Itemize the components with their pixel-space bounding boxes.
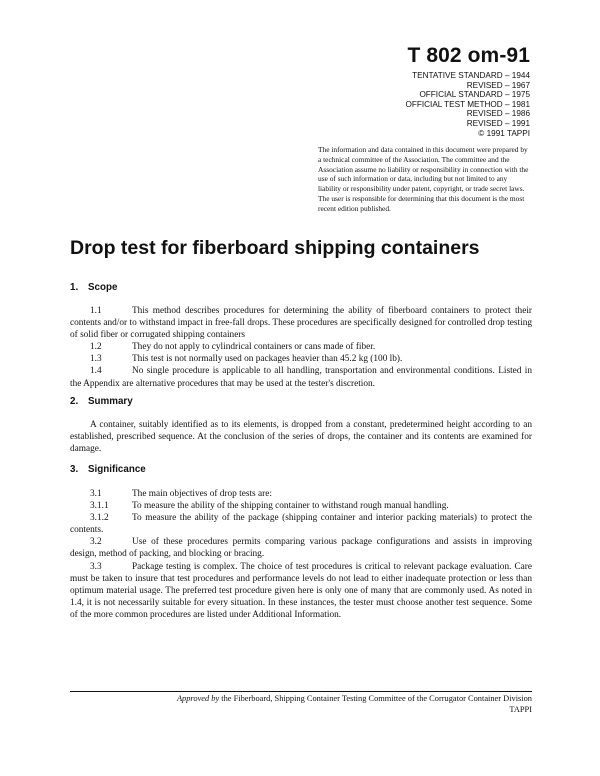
paragraph-number: 3.3 — [90, 561, 102, 572]
paragraph-number: 1.2 — [90, 342, 102, 353]
paragraph-3-1 — [70, 488, 532, 500]
footer — [177, 694, 532, 715]
paragraph-3-3 — [70, 561, 532, 621]
approved-by-label: Approved by — [176, 694, 220, 703]
paragraph-text: The main objectives of drop tests are: — [132, 489, 272, 499]
scope-body — [70, 305, 532, 390]
paragraph-number: 3.1.1 — [90, 501, 109, 512]
paragraph-3-2 — [70, 536, 532, 560]
paragraph-text: Package testing is complex. The choice of test procedures is critical to relevant package evaluation. Care must be taken to insure that test procedures and performance levels do not lead to either inadequate protection or less than optimum material usage. The preferred test procedure given here is only one of many that are commonly used. As noted in 1.4, it is not necessarily suitable for every situation. In these instances, the tester must choose another test sequence. Some of the more common procedures are listed under Additional Information. — [70, 561, 532, 620]
section-title: Significance — [88, 464, 146, 475]
paragraph-text: To measure the ability of the package (shipping container and interior packing materials) to protect the contents. — [70, 513, 532, 536]
copyright-line: © 1991 TAPPI — [478, 128, 530, 138]
paragraph-text: This test is not normally used on packages heavier than 45.2 kg (100 lb). — [132, 354, 403, 365]
paragraph-text: They do not apply to cylindrical containers or cans made of fiber. — [132, 342, 376, 353]
section-title: Summary — [88, 396, 133, 407]
paragraph-text: To measure the ability of the shipping container to withstand rough manual handling. — [132, 501, 449, 512]
paragraph-number: 1.1 — [90, 306, 102, 316]
summary-paragraph — [70, 419, 532, 455]
paragraph-number: 3.1 — [90, 489, 102, 499]
history-line: TENTATIVE STANDARD – 1944 — [412, 71, 530, 80]
section-heading-summary — [70, 396, 133, 408]
paragraph-1-4 — [70, 365, 532, 389]
footer-org: TAPPI — [509, 704, 532, 714]
history-line: REVISED – 1967 — [466, 80, 530, 90]
history-line: REVISED – 1991 — [466, 118, 530, 128]
section-heading-scope — [70, 282, 117, 294]
paragraph-text: This method describes procedures for determining the ability of fiberboard containers to protect their contents and/or to withstand impact in free-fall drops. These procedures are specifically designed for controlled drop testing of solid fiber or corrugated shipping containers — [70, 306, 532, 341]
history-line: REVISED – 1986 — [466, 109, 530, 119]
paragraph-number: 1.3 — [90, 354, 102, 365]
paragraph-number: 3.1.2 — [90, 513, 109, 524]
section-title: Scope — [88, 282, 118, 293]
section-number: 3. — [70, 464, 79, 475]
paragraph-1-1 — [70, 305, 532, 341]
section-number: 1. — [70, 282, 79, 293]
approved-by-text: the Fiberboard, Shipping Container Testing Committee of the Corrugator Container Division — [221, 694, 532, 703]
footer-divider — [70, 691, 532, 692]
approval-line — [177, 694, 532, 705]
disclaimer-text: The information and data contained in this document were prepared by a technical committee of the Association. The committee and the Association assume no liability or responsibility in connection with the use of such information or data, including but not limited to any liability or responsibility under patent, copyright, or trade secret laws. The user is responsible for determining that this document is the most recent edition published. — [318, 145, 529, 213]
summary-body — [70, 419, 532, 455]
paragraph-text: A container, suitably identified as to its elements, is dropped from a constant, predetermined height according to an established, prescribed sequence. At the conclusion of the series of drops, the container and its contents are examined for damage. — [70, 420, 532, 455]
paragraph-text: No single procedure is applicable to all handling, transportation and environmental conditions. Listed in the Appendix are alternative procedures that may be used at the tester's discretion. — [70, 366, 532, 389]
section-number: 2. — [70, 396, 79, 407]
section-heading-significance — [70, 464, 146, 476]
standard-header — [405, 44, 530, 138]
history-line: OFFICIAL STANDARD – 1975 — [419, 90, 530, 100]
paragraph-3-1-1 — [70, 500, 532, 512]
paragraph-number: 3.2 — [90, 537, 102, 548]
paragraph-text: Use of these procedures permits comparing various package configurations and assists in improving design, method of packing, and blocking or bracing. — [70, 537, 532, 560]
paragraph-3-1-2 — [70, 512, 532, 536]
paragraph-1-3 — [70, 353, 532, 365]
document-title: Drop test for fiberboard shipping containers — [70, 237, 480, 259]
paragraph-1-2 — [70, 341, 532, 353]
document-number: T 802 om-91 — [407, 44, 530, 67]
significance-body — [70, 488, 532, 621]
history-line: OFFICIAL TEST METHOD – 1981 — [405, 99, 530, 109]
paragraph-number: 1.4 — [90, 366, 102, 377]
